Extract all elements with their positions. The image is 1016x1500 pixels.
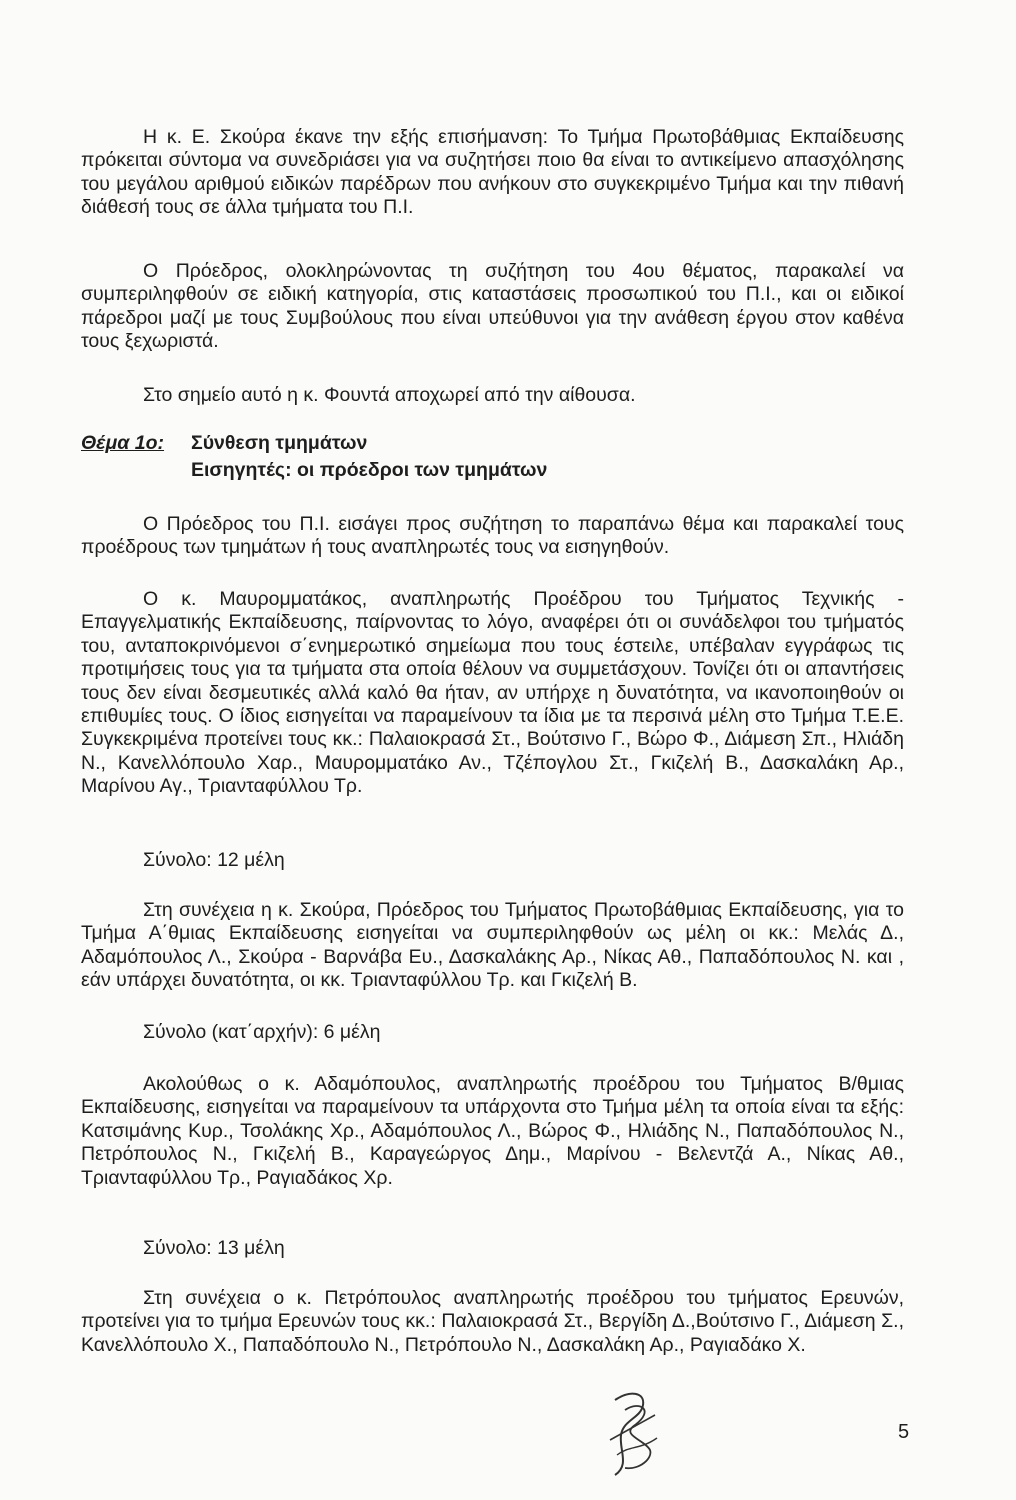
topic-title: Σύνθεση τμημάτων (191, 432, 368, 454)
total-primary: Σύνολο (κατ΄αρχήν): 6 μέλη (143, 1021, 381, 1043)
topic-label: Θέμα 1ο: (81, 432, 165, 454)
topic-subtitle: Εισηγητές: οι πρόεδροι των τμημάτων (191, 459, 548, 481)
paragraph-petropoulos-research: Στη συνέχεια ο κ. Πετρόπουλος αναπληρωτής προέδρου του τμήματος Ερευνών, προτείνει για το τμήμα Ερευνών τους κκ.: Παλαιοκρασά Στ., Βεργίδη Δ.,Βούτσινο Γ., Διάμεση Σ., Κανελλόπουλο Χ., Παπαδόπουλο Ν., Πετρόπουλο Ν., Δασκαλάκη Αρ., Ραγιαδάκο Χ. (81, 1287, 904, 1356)
paragraph-founta-leaves: Στο σημείο αυτό η κ. Φουντά αποχωρεί από την αίθουσα. (143, 384, 636, 406)
topic-heading (81, 430, 548, 481)
paragraph-president-introduces: Ο Πρόεδρος του Π.Ι. εισάγει προς συζήτηση το παραπάνω θέμα και παρακαλεί τους προέδρους των τμημάτων ή τους αναπληρωτές τους να εισηγηθούν. (81, 513, 904, 559)
paragraph-skoura-primary: Στη συνέχεια η κ. Σκούρα, Πρόεδρος του Τμήματος Πρωτοβάθμιας Εκπαίδευσης, για το Τμήμα Α΄θμιας Εκπαίδευσης εισηγείται να συμπεριληφθούν ως μέλη οι κκ.: Μελάς Δ., Αδαμόπουλος Λ., Σκούρα - Βαρνάβα Ευ., Δασκαλάκης Αρ., Νίκας Αθ., Παπαδόπουλος Ν. και , εάν υπάρχει δυνατότητα, οι κκ. Τριανταφύλλου Τρ. και Γκιζελή Β. (81, 899, 904, 992)
total-secondary: Σύνολο: 13 μέλη (143, 1237, 285, 1259)
signature-mark (595, 1380, 675, 1480)
page-number: 5 (898, 1421, 910, 1443)
paragraph-skoura-remark: Η κ. Ε. Σκούρα έκανε την εξής επισήμανση: Το Τμήμα Πρωτοβάθμιας Εκπαίδευσης πρόκειται σύντομα να συνεδριάσει για να συζητήσει ποιο θα είναι το αντικείμενο απασχόλησης του μεγάλου αριθμού ειδικών παρέδρων που ανήκουν στο συγκεκριμένο Τμήμα και την πιθανή διάθεσή τους σε άλλα τμήματα του Π.Ι. (81, 126, 904, 219)
paragraph-adamopoulos-secondary: Ακολούθως ο κ. Αδαμόπουλος, αναπληρωτής προέδρου του Τμήματος Β/θμιας Εκπαίδευσης, εισηγείται να παραμείνουν τα υπάρχοντα στο Τμήμα μέλη τα οποία είναι τα εξής: Κατσιμάνης Κυρ., Τσολάκης Χρ., Αδαμόπουλος Λ., Βώρος Φ., Ηλιάδης Ν., Παπαδόπουλος Ν., Πετρόπουλος Ν., Γκιζελή Β., Καραγεώργος Δημ., Μαρίνου - Βελεντζά Α., Νίκας Αθ., Τριανταφύλλου Τρ., Ραγιαδάκος Χρ. (81, 1073, 904, 1189)
paragraph-president-closing: Ο Πρόεδρος, ολοκληρώνοντας τη συζήτηση του 4ου θέματος, παρακαλεί να συμπεριληφθούν σε ειδική κατηγορία, στις καταστάσεις προσωπικού του Π.Ι., και οι ειδικοί πάρεδροι μαζί με τους Συμβούλους που είναι υπεύθυνοι για την ανάθεση έργου στον καθένα τους ξεχωριστά. (81, 260, 904, 353)
total-tee: Σύνολο: 12 μέλη (143, 849, 285, 871)
paragraph-mavrommatakos: Ο κ. Μαυρομματάκος, αναπληρωτής Προέδρου του Τμήματος Τεχνικής - Επαγγελματικής Εκπαίδευσης, παίρνοντας το λόγο, αναφέρει ότι οι συνάδελφοι του τμήματός του, ανταποκρινόμενοι σ΄ενημερωτικό σημείωμα που τους έστειλε, υπέβαλαν εγγράφως τις προτιμήσεις τους για τα τμήματα στα οποία θέλουν να συμμετάσχουν. Τονίζει ότι οι απαντήσεις τους δεν είναι δεσμευτικές αλλά καλό θα ήταν, αν υπήρχε η δυνατότητα, να ικανοποιηθούν οι επιθυμίες τους. Ο ίδιος εισηγείται να παραμείνουν τα ίδια με τα περσινά μέλη στο Τμήμα Τ.Ε.Ε. Συγκεκριμένα προτείνει τους κκ.: Παλαιοκρασά Στ., Βούτσινο Γ., Βώρο Φ., Διάμεση Σπ., Ηλιάδη Ν., Κανελλόπουλο Χαρ., Μαυρομματάκο Αν., Τζέπογλου Στ., Γκιζελή Β., Δασκαλάκη Αρ., Μαρίνου Αγ., Τριανταφύλλου Τρ. (81, 588, 904, 798)
